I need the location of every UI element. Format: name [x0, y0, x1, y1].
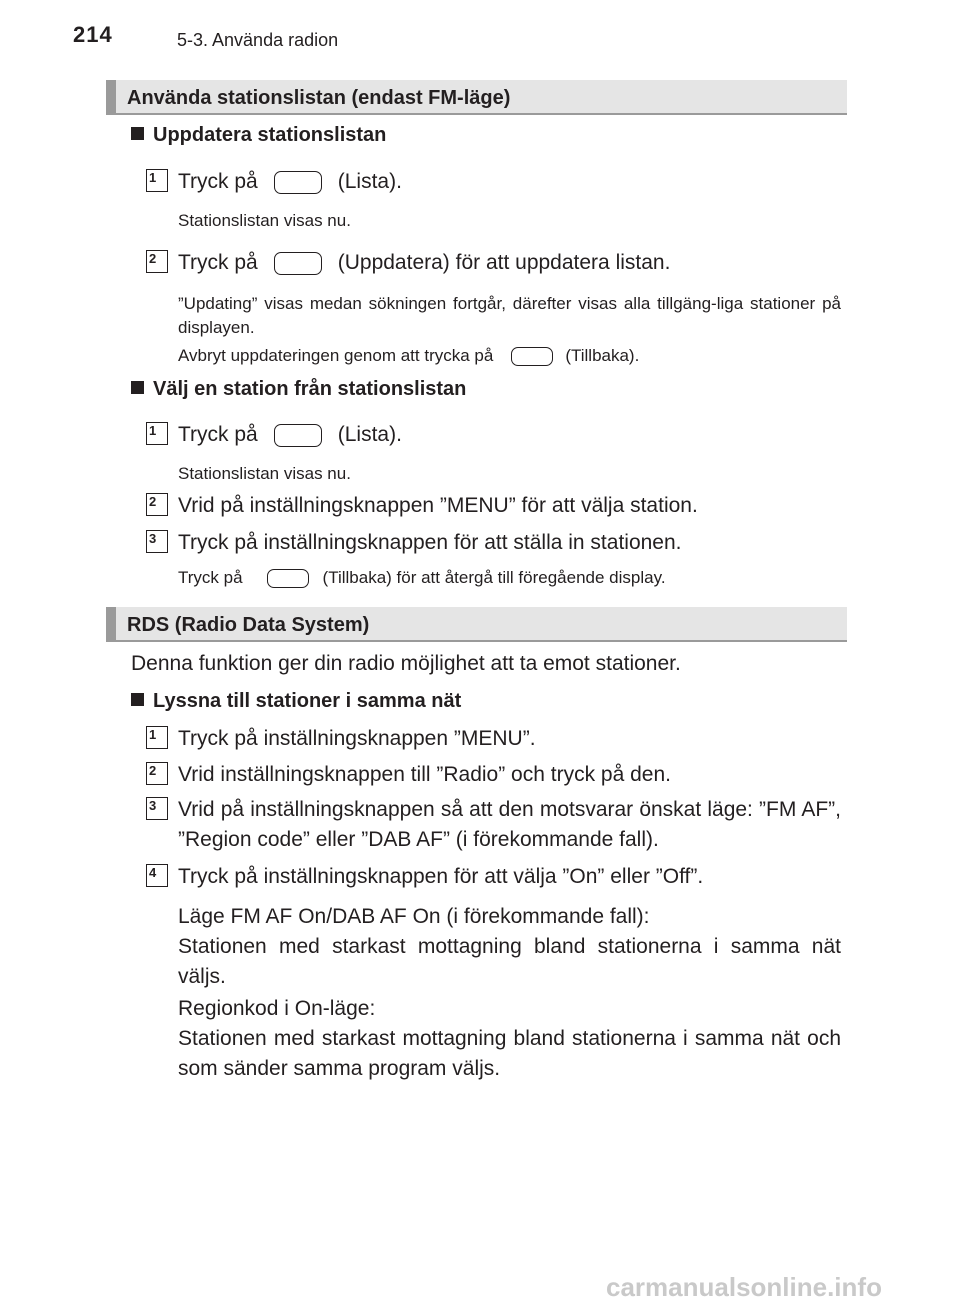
- back-button-icon: [511, 347, 553, 366]
- back-button-icon: [267, 569, 309, 588]
- step-text: Tryck på inställningsknappen för att ställa in stationen.: [178, 531, 682, 554]
- square-bullet-icon: [131, 693, 144, 706]
- step-note: Stationslistan visas nu.: [178, 211, 351, 230]
- step-note: ”Updating” visas medan sökningen fortgår, därefter visas alla tillgäng-liga stationer på displayen.: [178, 294, 841, 337]
- section-header-stationslistan: [106, 80, 847, 115]
- step-number: 2: [146, 250, 168, 273]
- step-note-cancel: Avbryt uppdateringen genom att trycka på (Tillbaka).: [178, 346, 640, 365]
- explanation-body: Stationen med starkast mottagning bland stationerna i samma nät och som sänder samma program väljs.: [178, 1027, 841, 1080]
- step-text: Vrid på inställningsknappen så att den motsvarar önskat läge: ”FM AF”, ”Region code” eller ”DAB AF” (i förekommande fall).: [178, 798, 841, 851]
- step-number: 2: [146, 762, 168, 785]
- step-number: 3: [146, 530, 168, 553]
- update-button-icon: [274, 252, 322, 275]
- subheading-valj-station: [131, 378, 466, 401]
- section-header-rds: [106, 607, 847, 642]
- step-number: 4: [146, 864, 168, 887]
- chapter-title: 5-3. Använda radion: [177, 30, 339, 50]
- step-text: Tryck på inställningsknappen ”MENU”.: [178, 727, 536, 750]
- step-text: Vrid på inställningsknappen ”MENU” för att välja station.: [178, 494, 698, 517]
- subheading-lyssna: [131, 690, 461, 713]
- step-number: 1: [146, 422, 168, 445]
- step-number: 3: [146, 797, 168, 820]
- square-bullet-icon: [131, 381, 144, 394]
- step-number: 1: [146, 726, 168, 749]
- step-note: Stationslistan visas nu.: [178, 464, 351, 483]
- square-bullet-icon: [131, 127, 144, 140]
- subheading-uppdatera: [131, 124, 386, 147]
- list-button-icon: [274, 424, 322, 447]
- step-number: 2: [146, 493, 168, 516]
- step-number: 1: [146, 169, 168, 192]
- subheading-text: Lyssna till stationer i samma nät: [153, 690, 462, 712]
- explanation-region: [178, 994, 841, 1084]
- subheading-text: Uppdatera stationslistan: [153, 124, 387, 146]
- explanation-fm-af: [178, 902, 841, 992]
- step-text: Tryck på inställningsknappen för att välja ”On” eller ”Off”.: [178, 865, 704, 888]
- intro-text: Denna funktion ger din radio möjlighet att ta emot stationer.: [131, 652, 681, 675]
- step-text: Vrid inställningsknappen till ”Radio” och tryck på den.: [178, 763, 671, 786]
- step-note-back: Tryck på (Tillbaka) för att återgå till föregående display.: [178, 568, 666, 587]
- explanation-heading: Regionkod i On-läge:: [178, 997, 376, 1020]
- explanation-heading: Läge FM AF On/DAB AF On (i förekommande fall):: [178, 905, 650, 928]
- list-button-icon: [274, 171, 322, 194]
- section-title: Använda stationslistan (endast FM-läge): [127, 87, 511, 109]
- step-text: Tryck på (Lista).: [178, 423, 402, 446]
- step-text: Tryck på (Uppdatera) för att uppdatera listan.: [178, 251, 671, 274]
- page-number: 214: [73, 22, 113, 47]
- explanation-body: Stationen med starkast mottagning bland stationerna i samma nät väljs.: [178, 935, 841, 988]
- subheading-text: Välj en station från stationslistan: [153, 378, 467, 400]
- section-title: RDS (Radio Data System): [127, 614, 370, 636]
- step-text: Tryck på (Lista).: [178, 170, 402, 193]
- watermark: carmanualsonline.info: [606, 1272, 882, 1302]
